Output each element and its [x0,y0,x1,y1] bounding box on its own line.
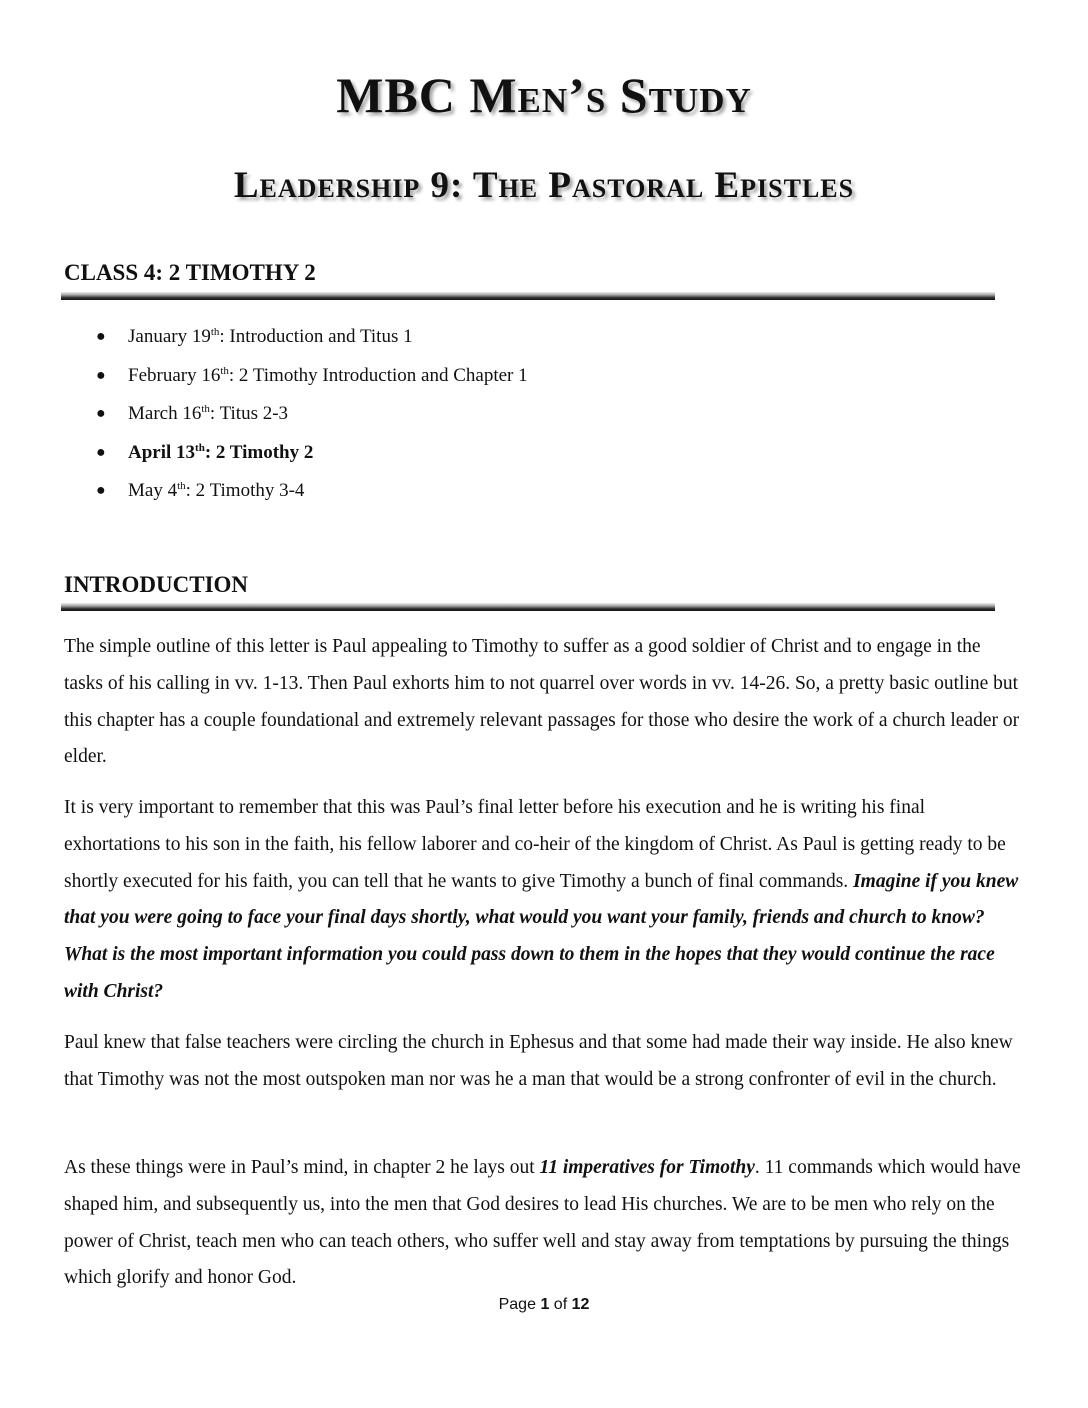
intro-paragraph-3: Paul knew that false teachers were circling the church in Ephesus and that some had made their way inside. He also knew that Timothy was not the most outspoken man nor was he a man that would be a strong confronter of evil in the church. [64,1032,1013,1090]
list-item: ● February 16th: 2 Timothy Introduction and Chapter 1 [64,357,528,396]
introduction-heading: INTRODUCTION [64,572,249,597]
class-heading: CLASS 4: 2 TIMOTHY 2 [64,260,316,285]
schedule-list [64,318,528,511]
bullet-icon: ● [96,328,106,345]
bullet-icon: ● [96,366,106,384]
list-item-current: ● April 13th: 2 Timothy 2 [64,434,528,473]
intro-paragraph-1: The simple outline of this letter is Paul appealing to Timothy to suffer as a good soldier of Christ and to engage in the tasks of his calling in vv. 1-13. Then Paul exhorts him to not quarrel over words in vv. 14-26. So, a pretty basic outline but this chapter has a couple foundational and extremely relevant passages for those who desire the work of a church leader or elder. [64,636,1020,768]
intro-paragraph-2: It is very important to remember that this was Paul’s final letter before his execution and he is writing his final exhortations to his son in the faith, his fellow laborer and co-heir of the kingdom of Christ. As Paul is getting ready to be shortly executed for his faith, you can tell that he wants to give Timothy a bunch of final commands. Imagine if you knew that you were going to face your final days shortly, what would you want your family, friends and church to know? What is the most important information you could pass down to them in the hopes that they would continue the race with Christ? [64,797,1019,1002]
intro-paragraph-4-emphasis: 11 imperatives for Timothy [539,1157,755,1178]
list-item: ● May 4th: 2 Timothy 3-4 [64,472,528,511]
heading-rule [61,603,995,611]
page-footer: Page 1 of 12 [498,1296,590,1313]
bullet-icon: ● [96,405,106,422]
document-subtitle: Leadership 9: The Pastoral Epistles [233,165,855,206]
list-item: ● January 19th: Introduction and Titus 1 [64,318,528,357]
intro-paragraph-4: As these things were in Paul’s mind, in chapter 2 he lays out 11 imperatives for Timothy. 11 commands which would have shaped him, and subsequently us, into the men that God desires to lead His churches. We are to be men who rely on the power of Christ, teach men who can teach others, who suffer well and stay away from temptations by pursuing the things which glorify and honor God. [64,1157,1021,1289]
intro-paragraph-2-emphasis: Imagine if you knew that you were going to face your final days shortly, what would you want your family, friends and church to know? What is the most important information you could pass down to them in the hopes that they would continue the race with Christ? [64,870,1019,1002]
bullet-icon: ● [96,443,106,461]
list-item: ● March 16th: Titus 2-3 [64,395,528,434]
bullet-icon: ● [96,482,106,499]
heading-rule [61,292,995,300]
document-title: MBC Men’s Study [336,67,752,123]
